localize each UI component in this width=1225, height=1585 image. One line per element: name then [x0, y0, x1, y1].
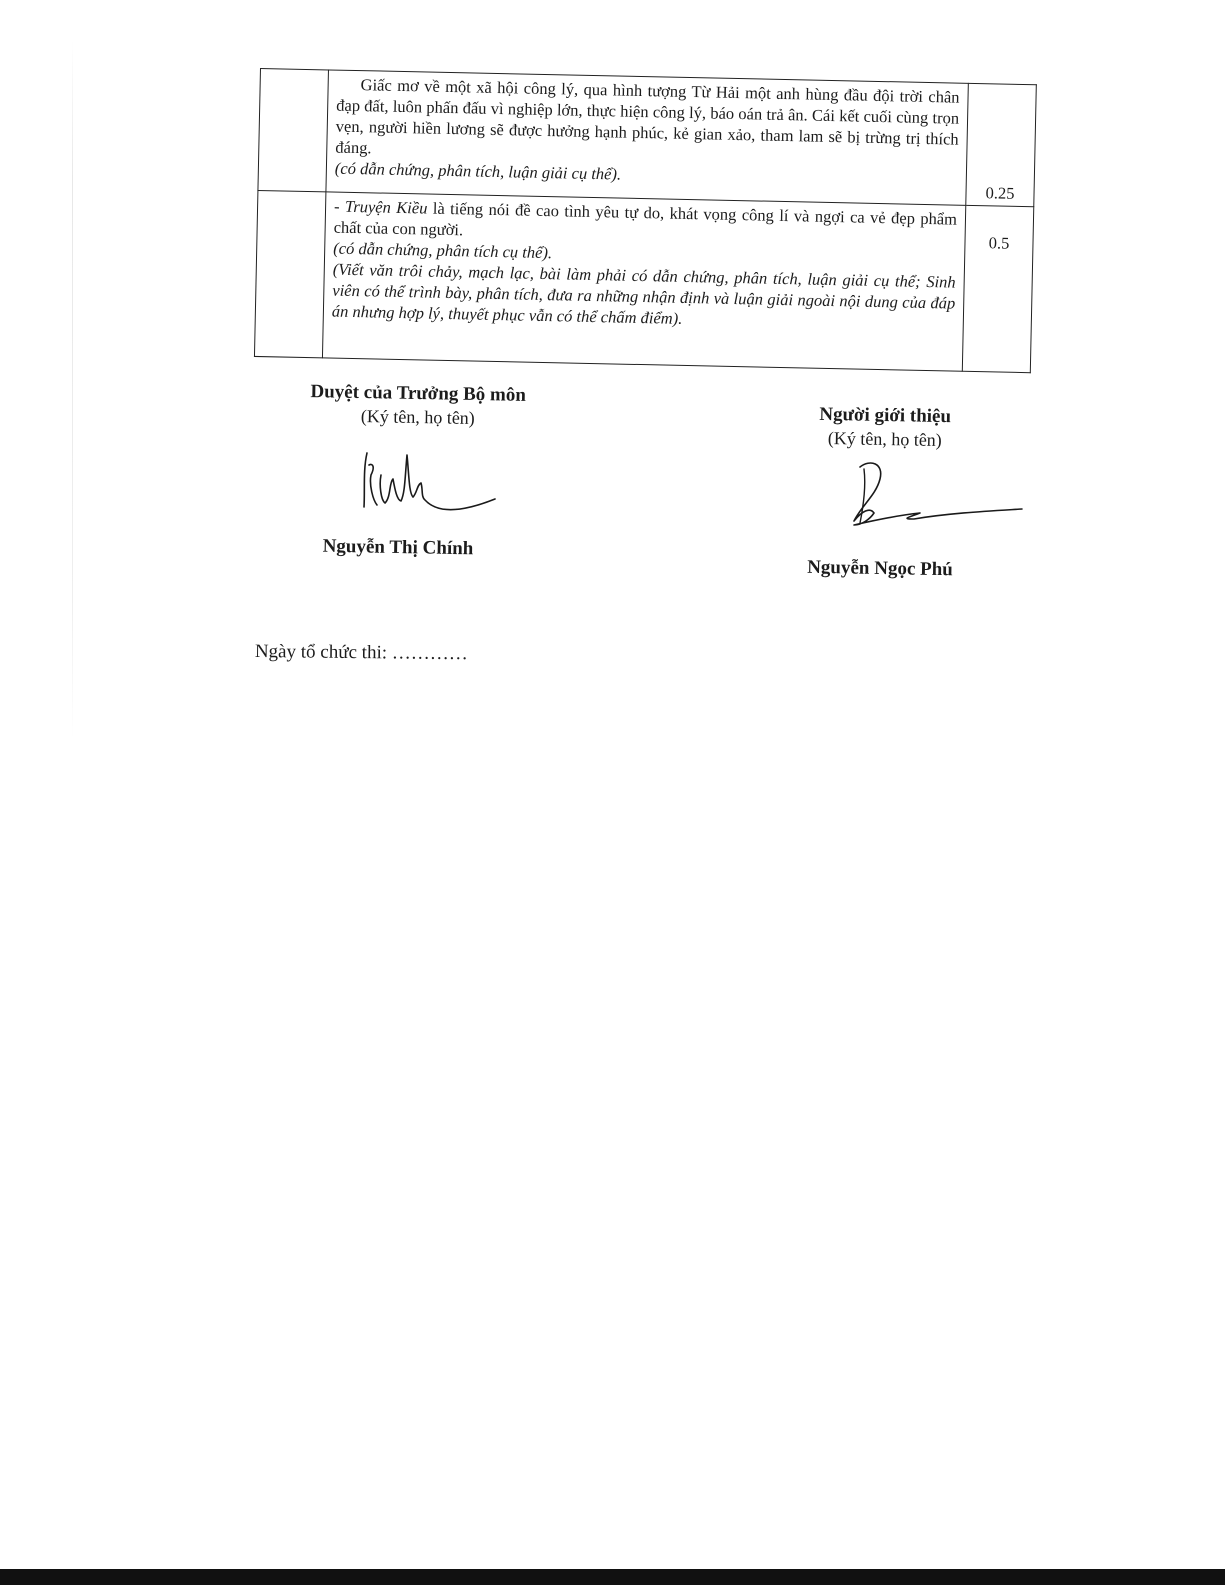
answer-heading-prefix: -: [333, 196, 346, 216]
score-cell: [966, 83, 1037, 206]
handwritten-signature-left: [355, 445, 515, 525]
empty-cell: [258, 69, 329, 192]
table-row: [254, 190, 1033, 372]
score-cell: [962, 205, 1033, 372]
answer-heading-rest: là tiếng nói đề cao tình yêu tự do, khát vọng công lí và ngợi ca vẻ đẹp phẩm chất của con người.: [333, 198, 958, 240]
scan-bottom-bar: [0, 1569, 1225, 1585]
grading-table: [254, 68, 1037, 373]
signature-title: Người giới thiệu: [819, 403, 952, 428]
signature-name-right: [780, 556, 980, 581]
answer-note: (có dẫn chứng, phân tích, luận giải cụ thể).: [334, 158, 622, 184]
empty-cell: [254, 190, 325, 357]
content-cell: [326, 70, 968, 205]
table-row: [258, 69, 1036, 207]
signature-name-left: [288, 535, 508, 561]
signature-subtitle: (Ký tên, họ tên): [360, 406, 475, 428]
signature-block-left: [288, 381, 549, 431]
answer-note: (có dẫn chứng, phân tích cụ thể).: [333, 238, 553, 263]
grading-table-wrapper: [254, 68, 1015, 372]
handwritten-signature-right: [840, 455, 1030, 535]
answer-text: Giấc mơ về một xã hội công lý, qua hình tượng Từ Hải một anh hùng đầu đội trời chân đạp đất, luôn phấn đấu vì nghiệp lớn, thực hiện công lý, báo oán trả ân. Cái kết cuối cùng trọn vẹn, người hiền lương sẽ được hưởng hạnh phúc, kẻ gian xảo, tham lam sẽ bị trừng trị thích đáng.: [335, 75, 960, 158]
score-value: 0.25: [985, 183, 1015, 203]
work-title: Truyện Kiều: [344, 196, 428, 218]
content-cell: [322, 192, 965, 371]
score-value: 0.5: [988, 233, 1010, 253]
scan-edge: [72, 40, 73, 740]
signature-subtitle: (Ký tên, họ tên): [827, 428, 942, 450]
signer-name: Nguyễn Thị Chính: [322, 535, 474, 560]
signature-title: Duyệt của Trưởng Bộ môn: [310, 381, 527, 406]
signature-block-right: [780, 403, 991, 452]
signer-name: Nguyễn Ngọc Phú: [806, 556, 954, 581]
grading-guidance: (Viết văn trôi chảy, mạch lạc, bài làm phải có dẫn chứng, phân tích, luận giải cụ thể; Sinh viên có thể trình bày, phân tích, đưa ra những nhận định và luận giải ngoài nội dung của đáp án nhưng hợp lý, thuyết phục vẫn có thể chấm điểm).: [331, 259, 956, 328]
exam-date: Ngày tổ chức thi: …………: [254, 641, 468, 665]
